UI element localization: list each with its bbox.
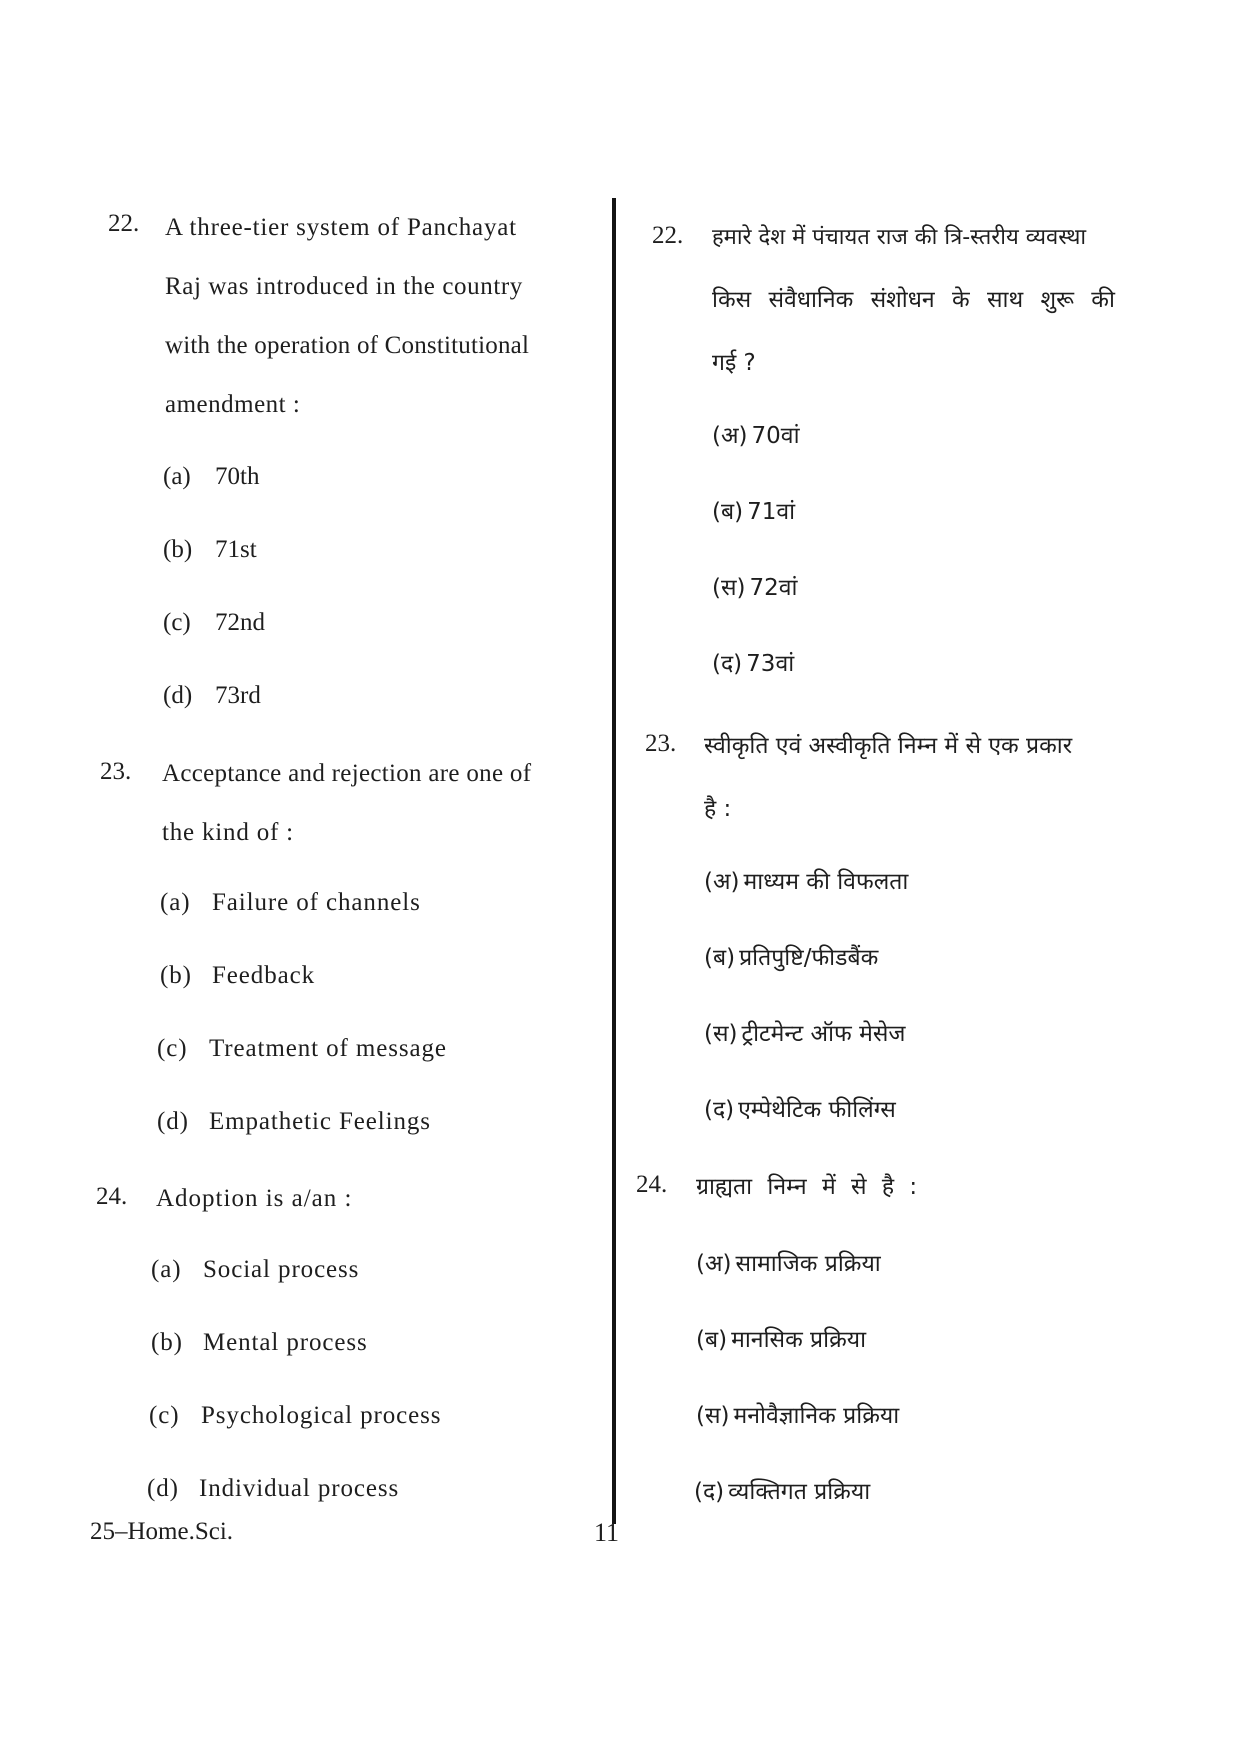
option-text: 73वां — [746, 651, 795, 677]
question-text — [162, 744, 531, 862]
option-text: 72nd — [215, 609, 265, 636]
question-number: 23. — [645, 730, 677, 757]
option-d — [157, 1108, 431, 1136]
option-text: 71st — [215, 536, 257, 563]
option-d — [147, 1475, 399, 1503]
option-label: (b) — [151, 1329, 183, 1356]
option-label: (स) — [696, 1403, 730, 1429]
question-number: 23. — [100, 758, 132, 785]
option-label: (c) — [157, 1035, 188, 1062]
question-number: 24. — [636, 1171, 668, 1198]
question-line: amendment : — [165, 391, 301, 418]
option-text: 73rd — [215, 682, 261, 709]
option-d — [704, 1092, 896, 1124]
option-text: 72वां — [749, 575, 798, 601]
option-b — [163, 536, 257, 564]
option-b — [696, 1322, 866, 1354]
question-text — [156, 1169, 352, 1228]
option-text: एम्पेथेटिक फीलिंग्स — [738, 1097, 896, 1123]
option-label: (अ) — [696, 1251, 732, 1277]
question-line: किस संवैधानिक संशोधन के साथ शुरू की — [712, 287, 1115, 313]
question-text — [165, 198, 529, 434]
option-c — [157, 1035, 447, 1063]
option-label: (d) — [157, 1108, 189, 1135]
page-number: 11 — [594, 1518, 620, 1547]
question-line: स्वीकृति एवं अस्वीकृति निम्न में से एक प्रकार — [704, 733, 1073, 759]
option-text: मनोवैज्ञानिक प्रक्रिया — [733, 1403, 900, 1429]
option-label: (a) — [160, 889, 191, 916]
question-line: Raj was introduced in the country — [165, 273, 523, 300]
option-b — [160, 962, 315, 990]
question-line: गई ? — [712, 350, 756, 376]
option-d — [163, 682, 261, 710]
option-text: मानसिक प्रक्रिया — [731, 1327, 867, 1353]
option-label: (द) — [712, 651, 743, 677]
option-c — [149, 1402, 441, 1430]
option-text: 70वां — [751, 423, 800, 449]
option-b — [151, 1329, 368, 1357]
option-text: सामाजिक प्रक्रिया — [735, 1251, 881, 1277]
question-line: Adoption is a/an : — [156, 1185, 353, 1212]
option-label: (d) — [147, 1475, 179, 1502]
option-a — [151, 1256, 359, 1284]
option-label: (द) — [694, 1479, 725, 1505]
option-label: (b) — [163, 536, 193, 563]
option-text: 70th — [215, 463, 260, 490]
paper-code: 25–Home.Sci. — [90, 1518, 234, 1545]
option-a — [163, 463, 259, 491]
option-label: (ब) — [704, 945, 736, 971]
option-label: (c) — [163, 609, 191, 636]
option-label: (स) — [712, 575, 746, 601]
option-a — [704, 864, 908, 896]
option-text: माध्यम की विफलता — [743, 869, 909, 895]
question-number: 22. — [652, 222, 684, 249]
question-line: with the operation of Constitutional — [165, 332, 530, 359]
option-text: Treatment of message — [209, 1035, 447, 1062]
question-line: है : — [704, 796, 732, 822]
question-number: 22. — [108, 210, 140, 237]
option-b — [704, 940, 878, 972]
question-text — [696, 1156, 917, 1219]
option-label: (ब) — [696, 1327, 728, 1353]
option-a — [160, 889, 421, 917]
option-c — [712, 570, 798, 602]
option-label: (द) — [704, 1097, 735, 1123]
option-d — [694, 1474, 870, 1506]
question-number: 24. — [96, 1183, 128, 1210]
option-a — [696, 1246, 881, 1278]
question-line: the kind of : — [162, 819, 294, 846]
question-line: हमारे देश में पंचायत राज की त्रि-स्तरीय व्यवस्था — [712, 225, 1087, 250]
option-label: (अ) — [704, 869, 740, 895]
option-text: Individual process — [199, 1475, 400, 1502]
option-text: ट्रीटमेन्ट ऑफ मेसेज — [741, 1021, 906, 1047]
option-text: Feedback — [212, 962, 315, 989]
option-text: 71वां — [747, 499, 796, 525]
option-text: प्रतिपुष्टि/फीडबैंक — [739, 945, 879, 971]
option-c — [696, 1398, 899, 1430]
option-label: (c) — [149, 1402, 180, 1429]
option-text: Failure of channels — [212, 889, 421, 916]
option-c — [163, 609, 265, 637]
question-text — [704, 715, 1072, 841]
option-d — [712, 646, 794, 678]
option-c — [704, 1016, 905, 1048]
question-line: ग्राह्यता निम्न में से है : — [696, 1174, 918, 1200]
option-label: (b) — [160, 962, 192, 989]
option-text: व्यक्तिगत प्रक्रिया — [728, 1479, 871, 1505]
option-label: (ब) — [712, 499, 744, 525]
option-label: (a) — [163, 463, 191, 490]
option-text: Empathetic Feelings — [209, 1108, 431, 1135]
english-column — [0, 0, 612, 1755]
option-text: Social process — [203, 1256, 360, 1283]
question-line: Acceptance and rejection are one of — [162, 760, 532, 787]
question-text — [712, 206, 1115, 395]
option-text: Mental process — [203, 1329, 368, 1356]
question-line: A three-tier system of Panchayat — [165, 214, 517, 241]
option-b — [712, 494, 795, 526]
option-label: (अ) — [712, 423, 748, 449]
hindi-column — [616, 0, 1240, 1755]
option-label: (a) — [151, 1256, 182, 1283]
option-label: (d) — [163, 682, 193, 709]
option-text: Psychological process — [201, 1402, 442, 1429]
option-label: (स) — [704, 1021, 738, 1047]
option-a — [712, 418, 800, 450]
